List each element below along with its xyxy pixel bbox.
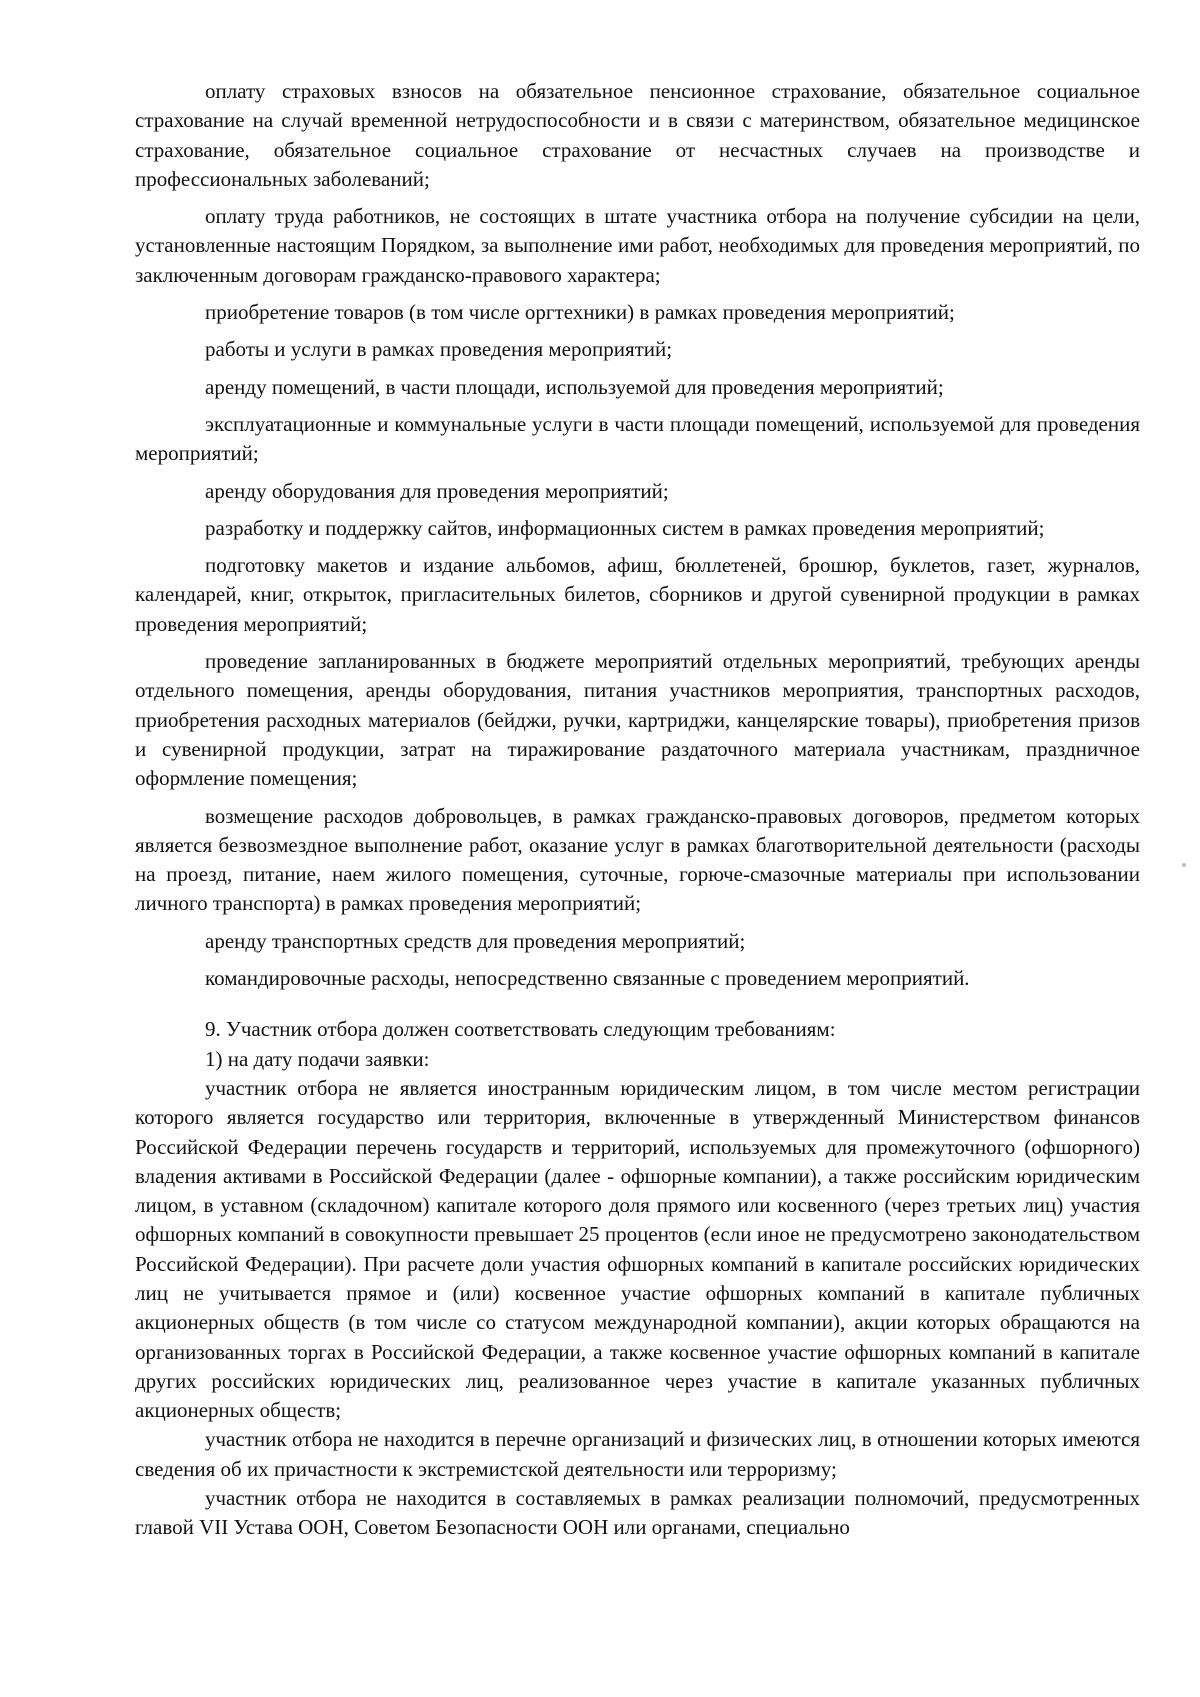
paragraph-premises-rent: аренду помещений, в части площади, используемой для проведения мероприятий;: [205, 374, 944, 399]
document-body: [135, 77, 1140, 1543]
paragraph-vehicle-rent: аренду транспортных средств для проведения мероприятий;: [205, 928, 746, 953]
scan-speck: [1182, 863, 1186, 867]
paragraph-utilities: эксплуатационные и коммунальные услуги в части площади помещений, используемой для проведения мероприятий;: [135, 411, 1140, 466]
paragraph-un-sanctions: участник отбора не находится в составляемых в рамках реализации полномочий, предусмотренных главой VII Устава ООН, Советом Безопасности ООН или органами, специально: [135, 1486, 1140, 1540]
paragraph-works-services: работы и услуги в рамках проведения мероприятий;: [205, 337, 673, 362]
paragraph-insurance-contributions: оплату страховых взносов на обязательное пенсионное страхование, обязательное социальное страхование на случай временной нетрудоспособности и в связи с материнством, обязательное медицинское страхование, обязательное социальное страхование от несчастных случаев на производстве и профессиональных заболеваний;: [135, 79, 1140, 191]
paragraph-travel-expenses: командировочные расходы, непосредственно связанные с проведением мероприятий.: [205, 966, 970, 991]
paragraph-labor-payment: оплату труда работников, не состоящих в штате участника отбора на получение субсидии на цели, установленные настоящим Порядком, за выполнение ими работ, необходимых для проведения мероприятий, по заключенным договорам гражданско-правового характера;: [135, 204, 1140, 287]
paragraph-application-date: 1) на дату подачи заявки:: [205, 1046, 430, 1071]
paragraph-events: проведение запланированных в бюджете мероприятий отдельных мероприятий, требующих аренды отдельного помещения, аренды оборудования, питания участников мероприятия, транспортных расходов, приобретения расходных материалов (бейджи, ручки, картриджи, канцелярские товары), приобретения призов и сувенирной продукции, затрат на тиражирование раздаточного материала участникам, праздничное оформление помещения;: [135, 649, 1140, 791]
paragraph-offshore-requirement: участник отбора не является иностранным юридическим лицом, в том числе местом регистрации которого является государство или территория, включенные в утвержденный Министерством финансов Российской Федерации перечень государств и территорий, используемых для промежуточного (офшорного) владения активами в Российской Федерации (далее - офшорные компании), а также российским юридическим лицом, в уставном (складочном) капитале которого доля прямого или косвенного (через третьих лиц) участия офшорных компаний в совокупности превышает 25 процентов (если иное не предусмотрено законодательством Российской Федерации). При расчете доли участия офшорных компаний в капитале российских юридических лиц не учитывается прямое и (или) косвенное участие офшорных компаний в капитале публичных акционерных обществ (в том числе со статусом международной компании), акции которых обращаются на организованных торгах в Российской Федерации, а также косвенное участие офшорных компаний в капитале других российских юридических лиц, реализованное через участие в капитале указанных публичных акционерных обществ;: [135, 1075, 1140, 1423]
paragraph-volunteers: возмещение расходов добровольцев, в рамках гражданско-правовых договоров, предметом которых является безвозмездное выполнение работ, оказание услуг в рамках благотворительной деятельности (расходы на проезд, питание, наем жилого помещения, суточные, горюче-смазочные материалы при использовании личного транспорта) в рамках проведения мероприятий;: [135, 803, 1140, 916]
paragraph-printing: подготовку макетов и издание альбомов, афиш, бюллетеней, брошюр, буклетов, газет, журналов, календарей, книг, открыток, пригласительных билетов, сборников и другой сувенирной продукции в рамках проведения мероприятий;: [135, 553, 1140, 636]
paragraph-websites: разработку и поддержку сайтов, информационных систем в рамках проведения мероприятий;: [205, 515, 1045, 540]
paragraph-goods-purchase: приобретение товаров (в том числе оргтехники) в рамках проведения мероприятий;: [205, 300, 955, 325]
paragraph-equipment-rent: аренду оборудования для проведения мероприятий;: [205, 478, 669, 503]
paragraph-section-9-heading: 9. Участник отбора должен соответствовать следующим требованиям:: [205, 1017, 836, 1042]
paragraph-extremism-list: участник отбора не находится в перечне организаций и физических лиц, в отношении которых имеются сведения об их причастности к экстремистской деятельности или терроризму;: [135, 1427, 1140, 1481]
